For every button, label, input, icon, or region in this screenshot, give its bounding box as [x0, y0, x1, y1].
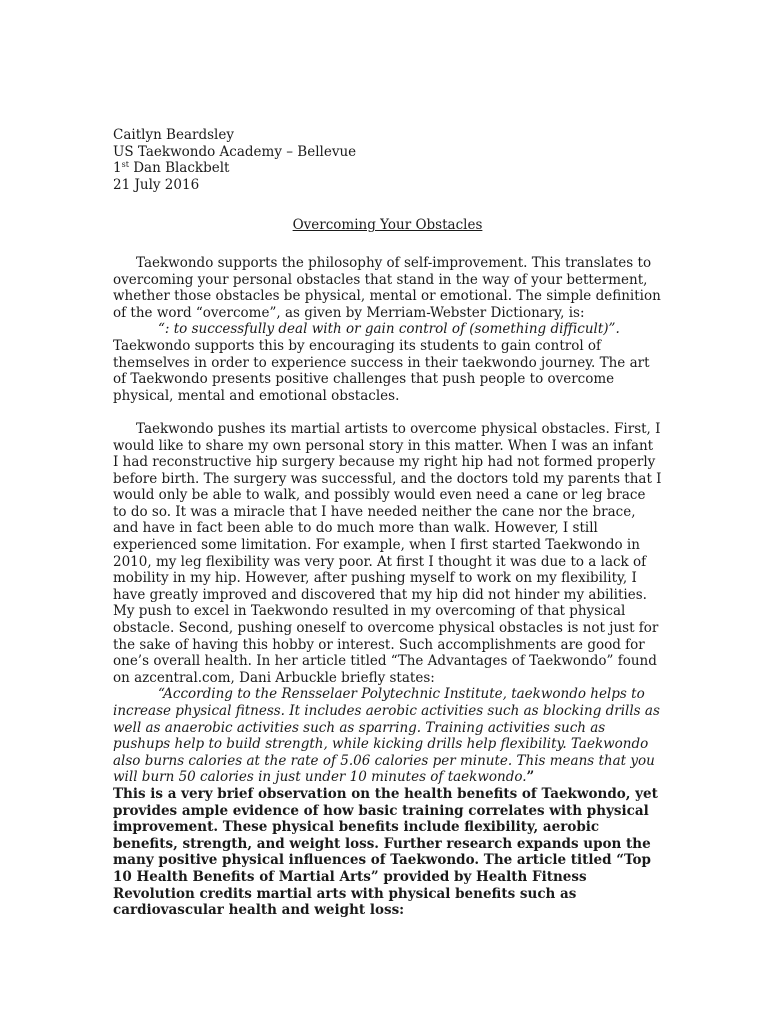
- author-name: Caitlyn Beardsley: [113, 127, 234, 143]
- paragraph-gap: [113, 404, 662, 421]
- paragraph-intro-continued: Taekwondo supports this by encouraging its students to gain control of themselves in order to experience success in their taekwondo journey. The art of Taekwondo presents positive challenges that push people to overcome physical, mental and emotional obstacles.: [113, 337, 650, 404]
- quote-text: “According to the Rensselaer Polytechnic Institute, taekwondo helps to increase physical fitness. It includes aerobic activities such as blocking drills as well as anaerobic activities such as sparring. Training activities such as pushups help to build strength, while kicking drills help flexibility. Taekwondo also burns calories at the rate of 5.06 calories per minute. This means that you will burn 50 calories in just under 10 minutes of taekwondo.: [113, 686, 660, 786]
- rank-text: Dan Blackbelt: [128, 160, 230, 177]
- block-quote-arbuckle: [113, 686, 662, 786]
- school-name: US Taekwondo Academy – Bellevue: [113, 143, 357, 160]
- rank-superscript: st: [121, 160, 129, 170]
- rank-line: [113, 160, 662, 177]
- paragraph-health-benefits: This is a very brief observation on the health benefits of Taekwondo, yet provides ample evidence of how basic training correlates with physical improvement. These physical benefits include flexibility, aerobic benefits, strength, and weight loss. Further research expands upon the many positive physical influences of Taekwondo. The article titled “Top 10 Health Benefits of Martial Arts” provided by Health Fitness Revolution credits martial arts with physical benefits such as cardiovascular health and weight loss:: [113, 785, 658, 919]
- paragraph-physical-obstacles: Taekwondo pushes its martial artists to overcome physical obstacles. First, I would like to share my own personal story in this matter. When I was an infant I had reconstructive hip surgery because my right hip had not formed properly before birth. The surgery was successful, and the doctors told my parents that I would only be able to walk, and possibly would even need a cane or leg brace to do so. It was a miracle that I have needed neither the cane nor the brace, and have in fact been able to do much more than walk. However, I still experienced some limitation. For example, when I first started Taekwondo in 2010, my leg flexibility was very poor. At first I thought it was due to a lack of mobility in my hip. However, after pushing myself to work on my flexibility, I have greatly improved and discovered that my hip did not hinder my abilities. My push to excel in Taekwondo resulted in my overcoming of that physical obstacle. Second, pushing oneself to overcome physical obstacles is not just for the sake of having this hobby or interest. Such accomplishments are good for one’s overall health. In her article titled “The Advantages of Taekwondo” found on azcentral.com, Dani Arbuckle briefly states:: [113, 420, 662, 686]
- paragraph-intro: Taekwondo supports the philosophy of self-improvement. This translates to overcoming your personal obstacles that stand in the way of your betterment, whether those obstacles be physical, mental or emotional. The simple definition of the word “overcome”, as given by Merriam-Webster Dictionary, is:: [113, 254, 661, 321]
- rank-number: 1: [113, 160, 122, 177]
- definition-quote: “: to successfully deal with or gain control of (something difficult)”.: [158, 321, 620, 338]
- quote-close-mark: ”: [526, 769, 535, 786]
- essay-title: Overcoming Your Obstacles: [292, 217, 483, 234]
- date-line: 21 July 2016: [113, 176, 200, 193]
